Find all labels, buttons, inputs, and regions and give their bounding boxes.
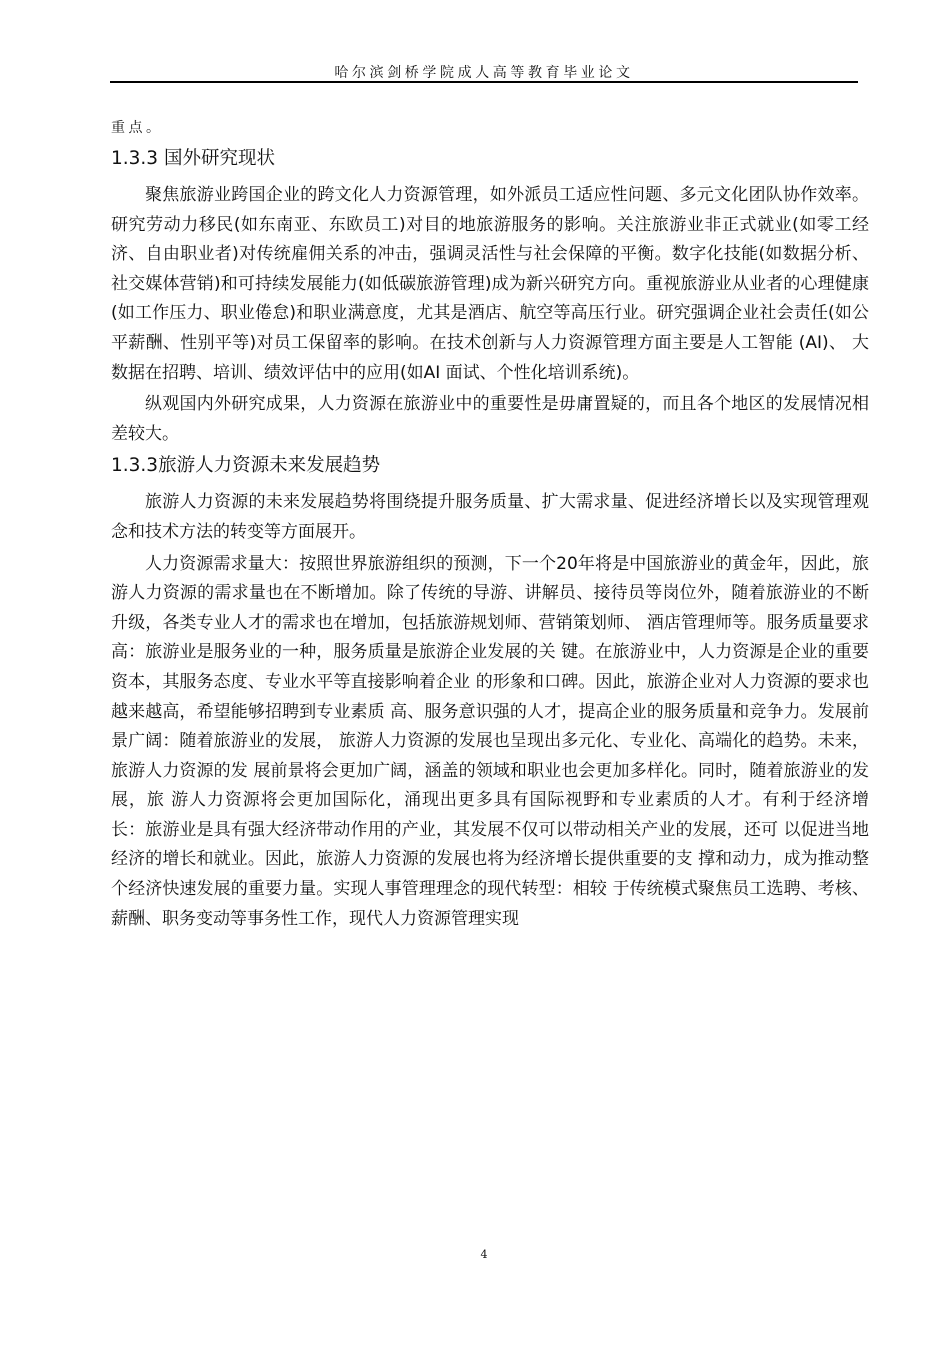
paragraph: 聚焦旅游业跨国企业的跨文化人力资源管理，如外派员工适应性问题、多元文化团队协作效率。研究劳动力移民(如东南亚、东欧员工)对目的地旅游服务的影响。关注旅游业非正式就业(如零工经济、自由职业者)对传统雇佣关系的冲击，强调灵活性与社会保障的平衡。数字化技能(如数据分析、社交媒体营销)和可持续发展能力(如低碳旅游管理)成为新兴研究方向。重视旅游业从业者的心理健康(如工作压力、职业倦怠)和职业满意度，尤其是酒店、航空等高压行业。研究强调企业社会责任(如公平薪酬、性别平等)对员工保留率的影响。在技术创新与人力资源管理方面主要是人工智能 (AI)、 大数据在招聘、培训、绩效评估中的应用(如AI 面试、个性化培训系统)。 [111,185,869,383]
continued-text-fragment: 重点。 [111,120,164,136]
page-number: 4 [480,1248,488,1261]
header-divider [110,81,858,83]
page-header-title: 哈尔滨剑桥学院成人高等教育毕业论文 [334,65,634,81]
document-body [111,118,869,936]
paragraph: 纵观国内外研究成果，人力资源在旅游业中的重要性是毋庸置疑的，而且各个地区的发展情况相差较大。 [111,394,869,444]
section-heading-future-trends: 1.3.3旅游人力资源未来发展趋势 [111,455,381,477]
paragraph: 旅游人力资源的未来发展趋势将围绕提升服务质量、扩大需求量、促进经济增长以及实现管理观念和技术方法的转变等方面展开。 [111,492,869,542]
section-heading-foreign-research: 1.3.3 国外研究现状 [111,148,275,169]
paragraph: 人力资源需求量大：按照世界旅游组织的预测，下一个20年将是中国旅游业的黄金年，因此，旅游人力资源的需求量也在不断增加。除了传统的导游、讲解员、接待员等岗位外，随着旅游业的不断升级，各类专业人才的需求也在增加，包括旅游规划师、营销策划师、 酒店管理师等。服务质量要求高：旅游业是服务业的一种，服务质量是旅游企业发展的关 键。在旅游业中，人力资源是企业的重要资本，其服务态度、专业水平等直接影响着企业 的形象和口碑。因此，旅游企业对人力资源的要求也越来越高，希望能够招聘到专业素质 高、服务意识强的人才，提高企业的服务质量和竞争力。发展前景广阔：随着旅游业的发展， 旅游人力资源的发展也呈现出多元化、专业化、高端化的趋势。未来，旅游人力资源的发 展前景将会更加广阔，涵盖的领域和职业也会更加多样化。同时，随着旅游业的发展，旅 游人力资源将会更加国际化，涌现出更多具有国际视野和专业素质的人才。有利于经济增 长：旅游业是具有强大经济带动作用的产业，其发展不仅可以带动相关产业的发展，还可 以促进当地经济的增长和就业。因此，旅游人力资源的发展也将为经济增长提供重要的支 撑和动力，成为推动整个经济快速发展的重要力量。实现人事管理理念的现代转型：相较 于传统模式聚焦员工选聘、考核、薪酬、职务变动等事务性工作，现代人力资源管理实现 [111,553,869,929]
